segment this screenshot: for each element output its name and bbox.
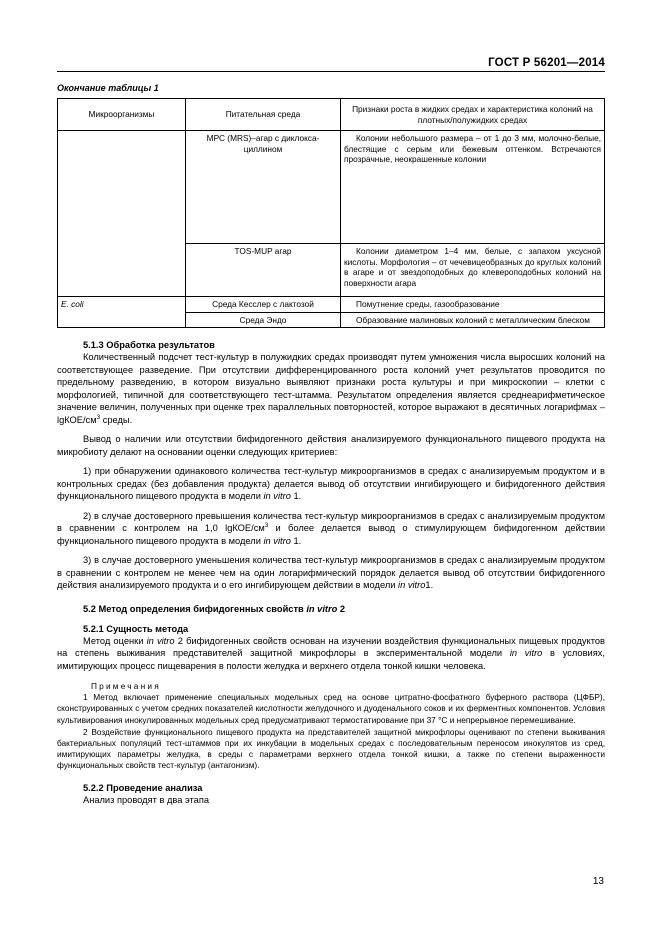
cell-signs-kessler-text: Помутнение среды, газообразование (356, 299, 500, 310)
cell-signs-endo-text: Образование малиновых колоний с металлическим блеском (356, 314, 590, 325)
cell-signs-mrs-text: Колонии небольшого размера – от 1 до 3 мм, молочно-белые, блестящие с серым или бежевым оттенком. Встречаются прозрачные, неокрашенные колонии (344, 133, 601, 165)
cell-signs-kessler (341, 297, 605, 313)
heading-5-2-2: 5.2.2 Проведение анализа (83, 782, 203, 793)
page-content (57, 0, 605, 806)
paragraph-5-1-3-1-tail: среды. (100, 414, 133, 425)
paragraph-criterion-3 (57, 554, 605, 592)
cell-medium-tos: TOS-MUP агар (186, 244, 341, 297)
criterion-1-tail: 1. (290, 491, 302, 502)
notes-heading: Примечания (91, 681, 161, 692)
cell-signs-tos (341, 244, 605, 297)
page-number: 13 (592, 876, 604, 887)
criterion-1-italic: in vitro (263, 491, 291, 502)
header-rule (57, 71, 605, 72)
cell-medium-endo: Среда Эндо (186, 312, 341, 328)
paragraph-5-1-3-2: Вывод о наличии или отсутствии бифидогенного действия анализируемого функционального пищевого продукта на микробиоту делают на основании оценки следующих критериев: (57, 434, 605, 457)
paragraph-5-2-1-1 (57, 635, 605, 673)
cell-medium-kessler: Среда Кесслер с лактозой (186, 297, 341, 313)
paragraph-criterion-2 (57, 510, 605, 548)
paragraph-5-2-2-1: Анализ проводят в два этапа (83, 794, 210, 805)
superscript-cubic-2: 3 (264, 522, 269, 530)
criterion-2-italic: in vitro (263, 535, 291, 546)
cell-medium-mrs: МРС (MRS)–агар с диклокса-циллином (186, 131, 341, 244)
cell-signs-endo (341, 312, 605, 328)
criterion-2-text: 2) в случае достоверного превышения количества тест-культур микроорганизмов в средах с анализируемым продуктом в сравнении с контролем на 1,0 lgКОЕ/см (57, 510, 605, 534)
document-header (57, 57, 605, 72)
note-1-tail: и непрерывное перемешивание. (447, 714, 576, 725)
column-header-organisms: Микроорганизмы (58, 99, 186, 131)
heading-5-2-text: 5.2 Метод определения бифидогенных свойств (83, 603, 307, 614)
paragraph-5-2-1-1-mid: 2 бифидогенных свойств основан на изучении воздействия функциональных пищевых продуктов на степень выживания представителей защитной микрофлоры в экспериментальной модели (57, 635, 605, 659)
note-2: 2 Воздействие функционального пищевого продукта на представителей защитной микрофлоры оценивают по степени выживания бактериальных популяций тест-штаммов при их инкубации в модельных средах с последовательным переносом инокулятов из сред, имитирующих параметры желудка, в среды с параметрами верхнего отдела тонкой кишки, а также по степени выраженности функциональных свойств тест-культур (антагонизм). (57, 726, 605, 770)
criterion-3-tail: 1. (425, 580, 434, 591)
paragraph-5-1-3-1-text: Количественный подсчет тест-культур в полужидких средах производят путем умножения числа выросших колоний на соответствующее разведение. При отсутствии дифференцированного роста колоний учет результатов проводится по предельному разведению, в котором визуально выявляют признаки роста культуры и при микроскопии – клетки с морфологией, типичной для соответствующего тест-штамма. Результатом определения является среднеарифметическое значение величин, полученных при оценке трех параллельных повторностей, которое выражают в десятичных логарифмах – lgКОЕ/см (57, 352, 605, 425)
table-row (58, 131, 605, 244)
criterion-2-tail: 1. (290, 535, 302, 546)
cell-signs-mrs (341, 131, 605, 244)
column-header-medium: Питательная среда (186, 99, 341, 131)
note-1-text: 1 Метод включает применение специальных модельных сред на основе цитратно-фосфатного буферного раствора (ЦФБР), сконструированных с учетом средних показателей кислотности желудочного и дуоденального соков и их ферментных компонентов. Условия культивирования инокулированных модельных сред предусматривают термостатирование при 37 (57, 692, 605, 725)
column-header-signs: Признаки роста в жидких средах и характеристика колоний на плотных/полужидких средах (341, 99, 605, 131)
paragraph-5-2-1-1-text: Метод оценки (83, 635, 147, 646)
table-caption: Окончание таблицы 1 (57, 83, 159, 93)
paragraph-5-2-1-1-italic-b: in vitro (509, 648, 543, 659)
paragraph-5-1-3-1 (57, 351, 605, 426)
criterion-3-italic: in vitro (398, 580, 426, 591)
note-1 (57, 692, 605, 725)
superscript-cubic: 3 (96, 413, 101, 421)
cell-signs-tos-text: Колонии диаметром 1–4 мм, белые, с запахом уксусной кислоты. Морфология – от чечевицеобразных до круглых колоний в агаре и от звездоподобных до клевероподобных колоний на поверхности агара (344, 246, 601, 289)
note-1-degree: °С (438, 714, 448, 725)
table-header-row (58, 99, 605, 131)
criterion-1-text: 1) при обнаружении одинакового количества тест-культур микроорганизмов в средах с анализируемым продуктом и в контрольных средах (без добавления продукта) делается вывод об отсутствии ингибирующего и бифидогенного действия функционального пищевого продукта в модели (57, 466, 605, 502)
heading-5-1-3: 5.1.3 Обработка результатов (83, 340, 215, 351)
criterion-2-mid: и более делается вывод о стимулирующем бифидогенном действии функционального пищевого продукта в модели (57, 523, 606, 546)
heading-5-2-tail: 2 (337, 603, 346, 614)
cell-organism-ecoli: E. coli (58, 297, 186, 328)
table-row (58, 297, 605, 313)
heading-5-2-1: 5.2.1 Сущность метода (83, 623, 189, 634)
growth-characteristics-table (57, 98, 605, 328)
heading-5-2-italic: in vitro (306, 603, 338, 614)
criterion-3-text: 3) в случае достоверного уменьшения количества тест-культур микроорганизмов в средах с анализируемым продуктом в сравнении с контролем не менее чем на один логарифмический порядок делается вывод об отсутствии бифидогенного действия анализируемого продукта и о его ингибирующем действии в модели (57, 555, 605, 591)
paragraph-5-2-1-1-italic-a: in vitro (146, 635, 175, 646)
paragraph-5-2-1-1-tail: в условиях, имитирующих процесс пищеварения в полости желудка и верхнего отдела тонкой кишки человека. (57, 648, 605, 671)
cell-organism-blank (58, 131, 186, 297)
heading-5-2 (57, 604, 605, 614)
paragraph-criterion-1 (57, 465, 605, 503)
standard-number: ГОСТ Р 56201—2014 (488, 57, 605, 69)
